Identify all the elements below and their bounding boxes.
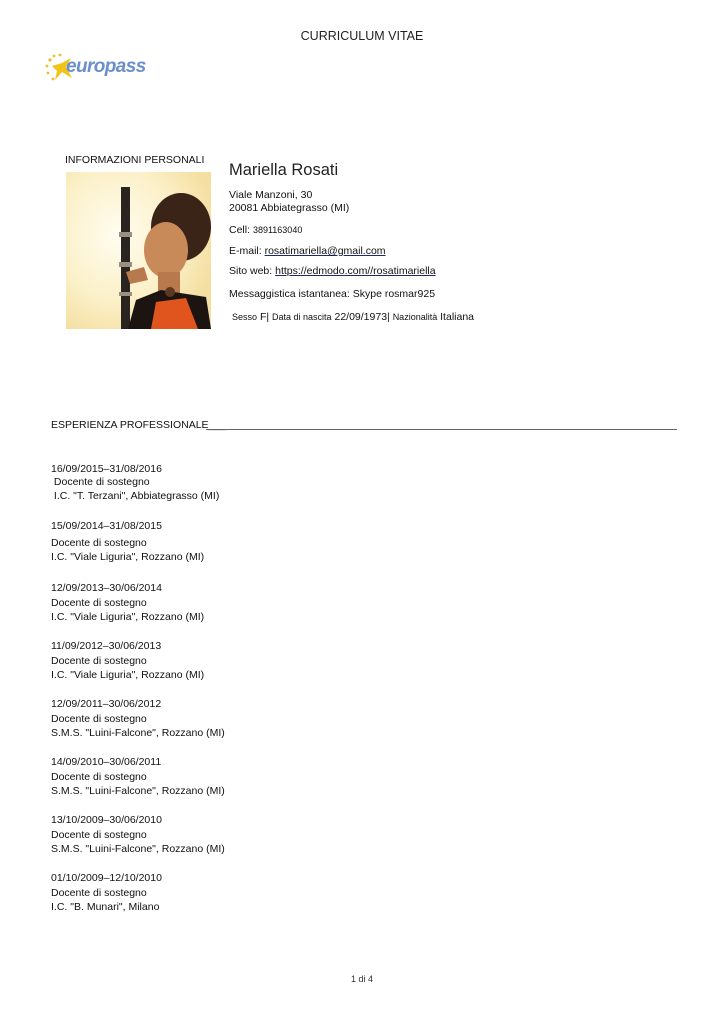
website-link[interactable]: https://edmodo.com//rosatimariella xyxy=(275,265,436,277)
experience-item xyxy=(51,581,204,625)
experience-item xyxy=(51,813,225,857)
experience-item xyxy=(51,639,204,683)
europass-wordmark: europass xyxy=(66,56,146,77)
experience-dates: 14/09/2010–30/06/2011 xyxy=(51,756,162,768)
experience-place: S.M.S. "Luini-Falcone", Rozzano (MI) xyxy=(51,843,225,855)
experience-role: Docente di sostegno xyxy=(51,886,147,899)
experience-item xyxy=(51,519,204,565)
experience-item xyxy=(51,755,225,799)
experience-item xyxy=(51,871,162,915)
birth-value: 22/09/1973| xyxy=(334,311,390,323)
page-number: 1 di 4 xyxy=(350,974,374,984)
experience-dates: 01/10/2009–12/10/2010 xyxy=(51,872,162,884)
experience-dates: 13/10/2009–30/06/2010 xyxy=(51,814,162,826)
birth-label: Data di nascita xyxy=(272,312,332,322)
experience-heading: ESPERIENZA PROFESSIONALE___ xyxy=(51,419,227,431)
profile-photo xyxy=(66,172,211,329)
experience-role: Docente di sostegno xyxy=(51,654,147,667)
cell-label: Cell: xyxy=(229,224,251,236)
nationality-value: Italiana xyxy=(440,311,474,323)
experience-role: Docente di sostegno xyxy=(51,475,150,488)
experience-dates: 16/09/2015–31/08/2016 xyxy=(51,463,162,475)
personal-details-row xyxy=(232,311,474,323)
europass-logo xyxy=(44,52,144,84)
phone-row xyxy=(229,224,302,236)
experience-dates: 11/09/2012–30/06/2013 xyxy=(51,640,162,652)
sex-value: F| xyxy=(259,311,270,323)
email-label: E-mail: xyxy=(229,245,262,257)
address-line-1: Viale Manzoni, 30 xyxy=(229,189,313,201)
experience-role: Docente di sostegno xyxy=(51,712,147,725)
email-row xyxy=(229,245,386,257)
experience-divider xyxy=(206,429,677,430)
sex-label: Sesso xyxy=(232,312,258,322)
experience-dates: 15/09/2014–31/08/2015 xyxy=(51,520,162,532)
experience-place: S.M.S. "Luini-Falcone", Rozzano (MI) xyxy=(51,727,225,739)
instant-messaging-row xyxy=(229,288,435,300)
website-label: Sito web: xyxy=(229,265,273,277)
website-row xyxy=(229,265,436,277)
experience-dates: 12/09/2013–30/06/2014 xyxy=(51,582,162,594)
experience-role: Docente di sostegno xyxy=(51,828,147,841)
experience-place: I.C. "Viale Liguria", Rozzano (MI) xyxy=(51,551,205,563)
experience-role: Docente di sostegno xyxy=(51,596,147,609)
cell-value[interactable]: 3891163040 xyxy=(252,225,303,235)
experience-dates: 12/09/2011–30/06/2012 xyxy=(51,698,162,710)
experience-place: I.C. "T. Terzani", Abbiategrasso (MI) xyxy=(51,490,220,502)
person-name: Mariella Rosati xyxy=(229,161,339,179)
experience-place: S.M.S. "Luini-Falcone", Rozzano (MI) xyxy=(51,785,225,797)
experience-role: Docente di sostegno xyxy=(51,536,147,549)
experience-role: Docente di sostegno xyxy=(51,770,147,783)
document-title: CURRICULUM VITAE xyxy=(300,29,424,43)
experience-place: I.C. "B. Munari", Milano xyxy=(51,901,160,913)
experience-place: I.C. "Viale Liguria", Rozzano (MI) xyxy=(51,669,205,681)
personal-info-heading: INFORMAZIONI PERSONALI xyxy=(65,154,205,166)
experience-item xyxy=(51,697,225,741)
im-label: Messaggistica istantanea: xyxy=(229,288,350,300)
im-value: Skype rosmar925 xyxy=(352,288,436,300)
experience-place: I.C. "Viale Liguria", Rozzano (MI) xyxy=(51,611,205,623)
experience-item xyxy=(51,462,219,504)
email-link[interactable]: rosatimariella@gmail.com xyxy=(264,245,386,257)
address-line-2: 20081 Abbiategrasso (MI) xyxy=(229,202,350,214)
nationality-label: Nazionalità xyxy=(392,312,438,322)
